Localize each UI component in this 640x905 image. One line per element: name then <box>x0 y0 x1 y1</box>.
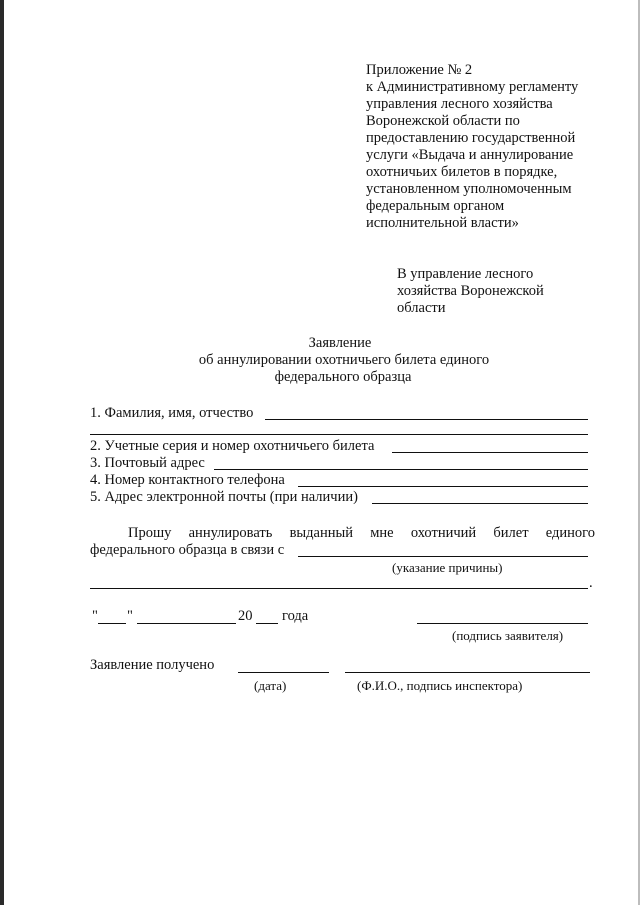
addressee-line: области <box>397 300 446 316</box>
date-quote-open: " <box>92 608 98 624</box>
reason-line[interactable] <box>298 556 588 557</box>
inspector-signature-line[interactable] <box>345 672 590 673</box>
addressee-line: хозяйства Воронежской <box>397 283 544 299</box>
appendix-line: услуги «Выдача и аннулирование <box>366 147 574 163</box>
received-date-line[interactable] <box>238 672 329 673</box>
appendix-line: федеральным органом <box>366 198 505 214</box>
received-label: Заявление получено <box>90 657 215 673</box>
reason-line-2[interactable] <box>90 588 588 589</box>
field-email-label: 5. Адрес электронной почты (при наличии) <box>90 489 358 505</box>
appendix-line: Воронежской области по <box>366 113 520 129</box>
appendix-line: к Административному регламенту <box>366 79 579 95</box>
appendix-line: предоставлению государственной <box>366 130 576 146</box>
document-title-line: об аннулировании охотничьего билета единого <box>198 352 490 368</box>
appendix-line: исполнительной власти» <box>366 215 519 231</box>
reason-end-dot: . <box>589 575 593 591</box>
request-text-line-1: Прошу аннулировать выданный мне охотничий билет единого <box>128 525 595 541</box>
document-heading: Заявление <box>308 335 372 351</box>
reason-caption: (указание причины) <box>392 560 503 575</box>
addressee-line: В управление лесного <box>397 266 534 282</box>
field-full-name-label: 1. Фамилия, имя, отчество <box>90 405 254 421</box>
received-date-caption: (дата) <box>254 678 287 693</box>
field-email-line[interactable] <box>372 503 588 504</box>
inspector-signature-caption: (Ф.И.О., подпись инспектора) <box>357 678 523 693</box>
field-full-name-line[interactable] <box>265 419 588 420</box>
appendix-line: Приложение № 2 <box>366 62 473 78</box>
date-quote-close: " <box>127 608 133 624</box>
field-full-name-line-2[interactable] <box>90 434 588 435</box>
field-ticket-number-label: 2. Учетные серия и номер охотничьего билета <box>90 438 375 454</box>
field-postal-address-label: 3. Почтовый адрес <box>90 455 205 471</box>
field-phone-label: 4. Номер контактного телефона <box>90 472 285 488</box>
date-month-line[interactable] <box>137 623 236 624</box>
field-phone-line[interactable] <box>298 486 588 487</box>
field-ticket-number-line[interactable] <box>392 452 588 453</box>
applicant-signature-line[interactable] <box>417 623 588 624</box>
date-year-suffix: года <box>282 608 309 624</box>
appendix-line: охотничьих билетов в порядке, <box>366 164 558 180</box>
request-text-line-2: федерального образца в связи с <box>90 542 285 558</box>
applicant-signature-caption: (подпись заявителя) <box>452 628 564 643</box>
appendix-line: установленном уполномоченным <box>366 181 572 197</box>
field-postal-address-line[interactable] <box>214 469 588 470</box>
date-day-line[interactable] <box>98 623 126 624</box>
document-title-line: федерального образца <box>274 369 412 385</box>
date-year-prefix: 20 <box>238 608 253 624</box>
date-year-line[interactable] <box>256 623 278 624</box>
page-left-edge <box>0 0 4 905</box>
appendix-line: управления лесного хозяйства <box>366 96 553 112</box>
